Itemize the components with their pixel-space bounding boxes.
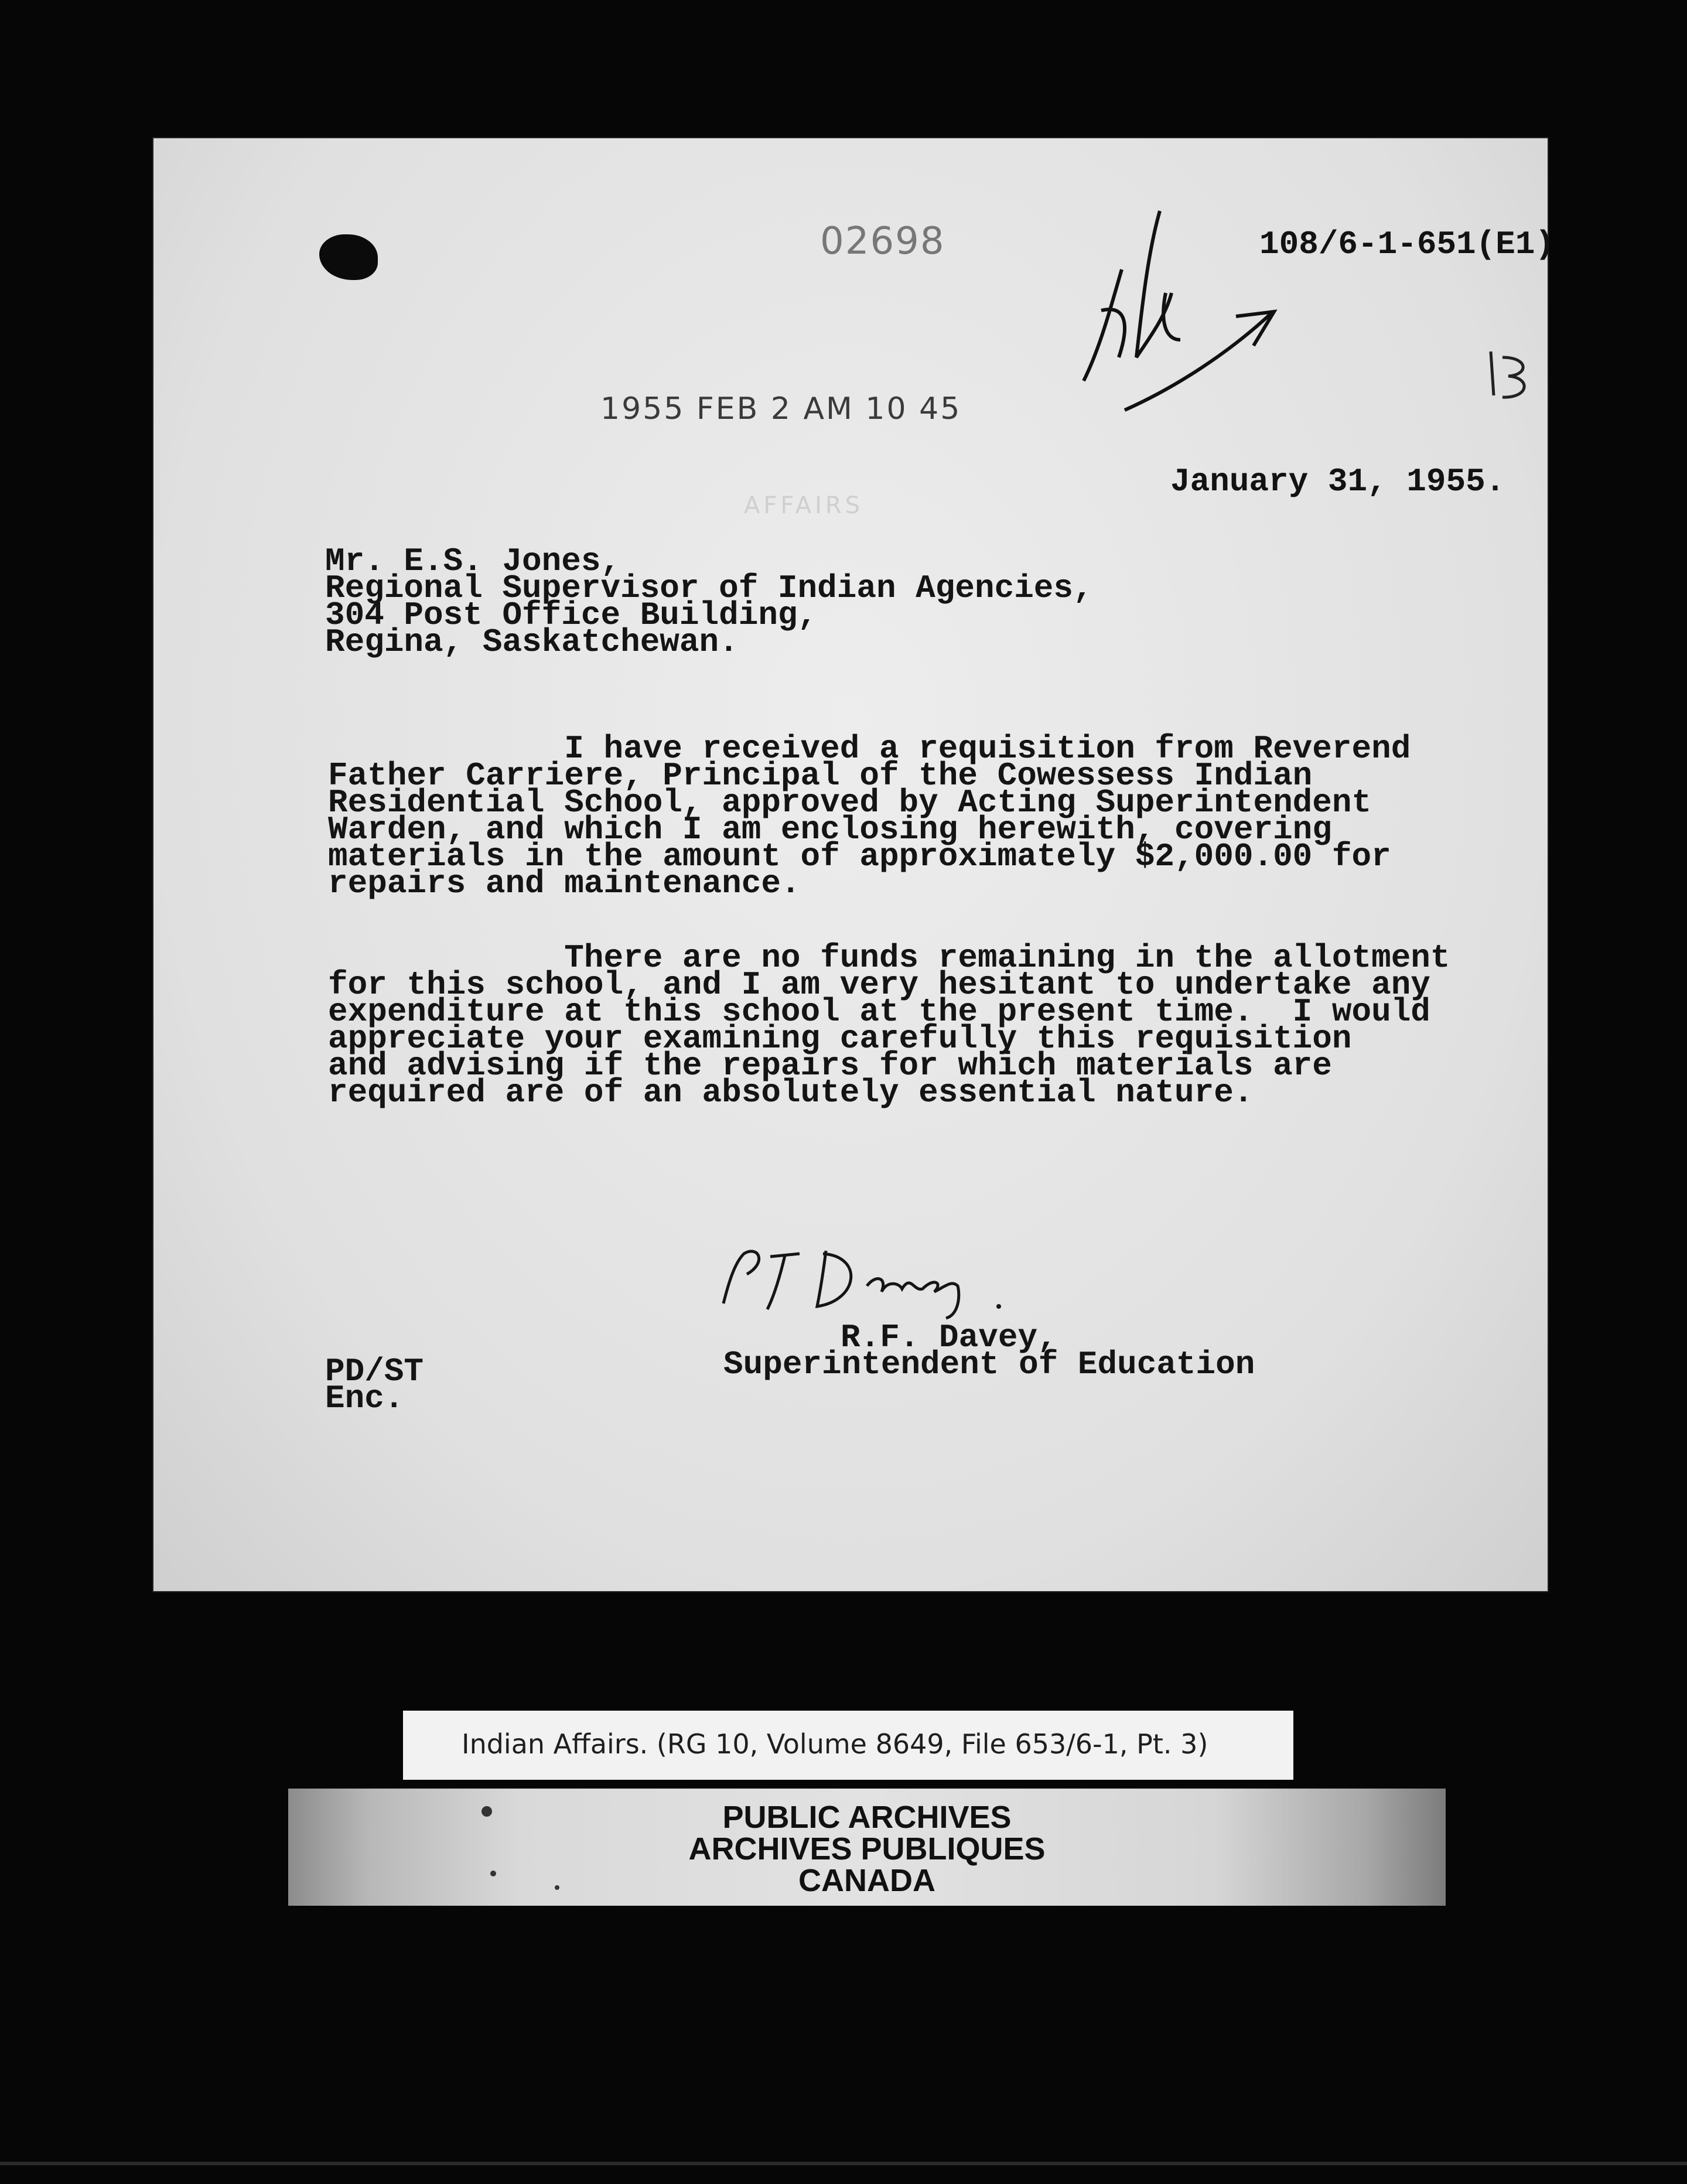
signer-name: R.F. Davey, xyxy=(841,1319,1057,1356)
handwritten-signature xyxy=(712,1233,1016,1321)
body-paragraph-2: There are no funds remaining in the allotment for this school, and I am very hesitant to undertake any expenditure at this school at the present time. I would appreciate your examining carefully this requisition and advising if the repairs for which materials are required are of an absolutely essential nature. xyxy=(328,939,1450,1111)
archives-label xyxy=(288,1801,1446,1896)
archives-line-3: CANADA xyxy=(798,1863,935,1898)
address-line: Regional Supervisor of Indian Agencies, xyxy=(325,569,1093,607)
archives-line-2: ARCHIVES PUBLIQUES xyxy=(688,1831,1046,1866)
enclosure-note: Enc. xyxy=(325,1380,404,1417)
body-paragraph-1: I have received a requisition from Reverend Father Carriere, Principal of the Cowessess Indian Residential School, approved by Acting Superintendent Warden, and which I am enclosing herewith, covering materials in the amount of approximately $2,000.00 for repairs and maintenance. xyxy=(328,730,1411,902)
signature-block xyxy=(723,1319,1255,1383)
signer-title: Superintendent of Education xyxy=(723,1346,1255,1383)
archival-caption: Indian Affairs. (RG 10, Volume 8649, File 653/6-1, Pt. 3) xyxy=(462,1728,1208,1760)
address-line: Mr. E.S. Jones, xyxy=(325,542,621,580)
address-line: 304 Post Office Building, xyxy=(325,596,818,634)
archives-line-1: PUBLIC ARCHIVES xyxy=(722,1800,1012,1835)
address-line: Regina, Saskatchewan. xyxy=(325,623,739,661)
document-number-stamp: 02698 xyxy=(820,220,945,263)
received-date-stamp: 1955 FEB 2 AM 10 45 xyxy=(600,391,962,426)
archival-caption-strip xyxy=(403,1711,1293,1780)
recipient-address xyxy=(325,542,1093,661)
archives-label-strip xyxy=(288,1789,1446,1906)
handwritten-initials-arrow xyxy=(1078,205,1312,422)
reference-initials-block xyxy=(325,1353,424,1417)
file-reference: 108/6-1-651(E1) xyxy=(1259,226,1555,263)
film-edge-line xyxy=(0,2162,1687,2165)
faint-department-stamp: AFFAIRS xyxy=(744,492,864,519)
typist-initials: PD/ST xyxy=(325,1353,424,1390)
margin-tick-mark xyxy=(1482,346,1535,404)
letter-date: January 31, 1955. xyxy=(1170,463,1505,500)
